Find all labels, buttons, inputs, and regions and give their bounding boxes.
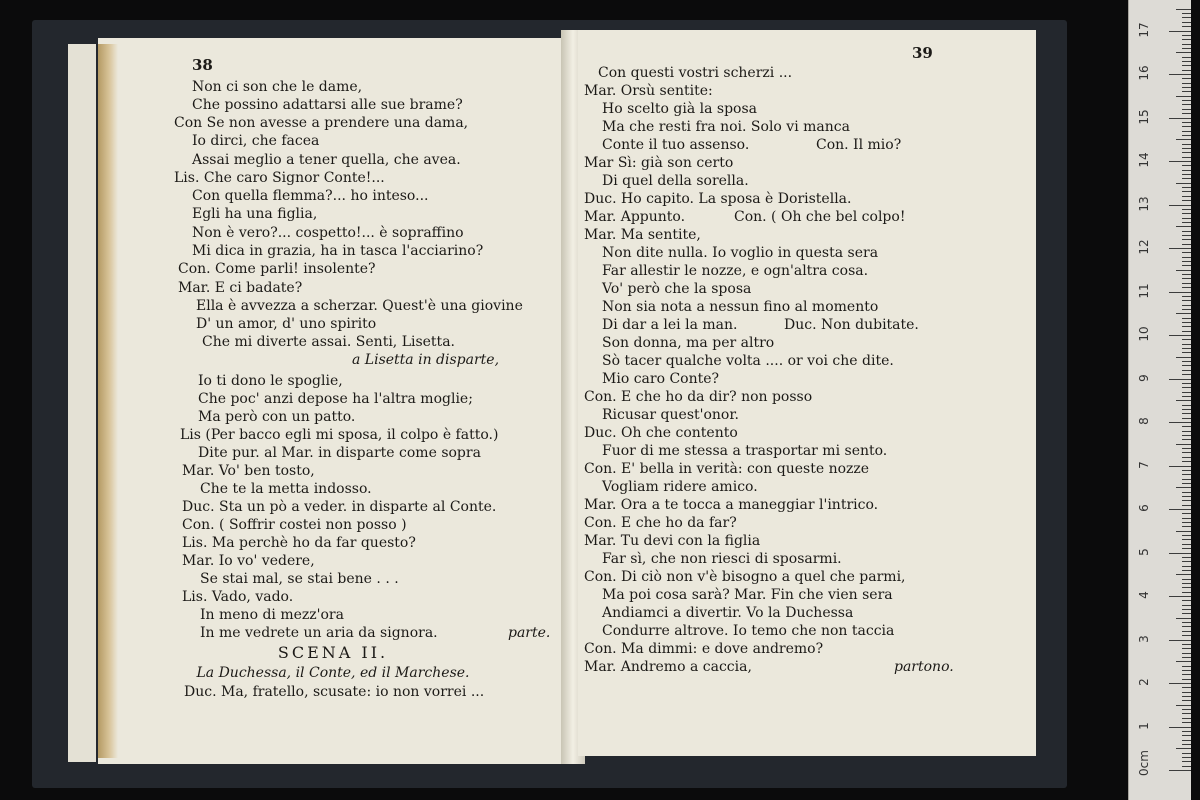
ruler-tick	[1182, 13, 1191, 14]
text-line: Ma però con un patto.	[198, 409, 356, 425]
ruler-tick	[1182, 144, 1191, 145]
ruler-tick	[1176, 226, 1191, 227]
ruler-tick	[1182, 100, 1191, 101]
text-line: Lis. Vado, vado.	[182, 589, 294, 605]
ruler-tick	[1182, 126, 1191, 127]
ruler-tick	[1182, 257, 1191, 258]
text-line: Che mi diverte assai. Senti, Lisetta.	[202, 334, 455, 350]
ruler-tick	[1182, 718, 1191, 719]
ruler-tick	[1182, 209, 1191, 210]
text-line: Con. ( Oh che bel colpo!	[734, 209, 906, 225]
ruler-tick	[1182, 278, 1191, 279]
ruler-tick	[1182, 539, 1191, 540]
ruler-tick	[1182, 505, 1191, 506]
ruler-tick	[1182, 600, 1191, 601]
ruler-tick	[1182, 57, 1191, 58]
text-line: Mar. Orsù sentite:	[584, 83, 713, 99]
ruler-tick	[1182, 483, 1191, 484]
ruler-tick	[1182, 157, 1191, 158]
ruler-tick	[1182, 500, 1191, 501]
ruler-number: 3	[1137, 634, 1151, 643]
ruler-tick	[1182, 305, 1191, 306]
ruler-tick	[1182, 178, 1191, 179]
text-line: Lis (Per bacco egli mi sposa, il colpo è fatto.)	[180, 427, 499, 443]
ruler-tick	[1182, 753, 1191, 754]
ruler-tick	[1182, 757, 1191, 758]
ruler-tick	[1182, 761, 1191, 762]
text-line: Che poc' anzi depose ha l'altra moglie;	[198, 391, 473, 407]
ruler-tick	[1182, 383, 1191, 384]
ruler-tick	[1182, 496, 1191, 497]
ruler-tick	[1182, 557, 1191, 558]
text-line: Che te la metta indosso.	[200, 481, 372, 497]
ruler-tick	[1182, 218, 1191, 219]
flyleaf	[68, 44, 96, 762]
text-line: Ma che resti fra noi. Solo vi manca	[602, 119, 850, 135]
ruler-tick	[1182, 731, 1191, 732]
ruler-tick	[1182, 644, 1191, 645]
ruler-tick	[1182, 431, 1191, 432]
ruler-tick	[1182, 522, 1191, 523]
ruler-number: 4	[1137, 591, 1151, 599]
text-line: Mar. Fin che vien sera	[734, 587, 893, 603]
ruler-tick	[1182, 696, 1191, 697]
text-line: Assai meglio a tener quella, che avea.	[192, 152, 461, 168]
ruler-tick	[1182, 187, 1191, 188]
ruler-tick	[1182, 631, 1191, 632]
text-line: Con questi vostri scherzi ...	[598, 65, 793, 81]
ruler-tick	[1182, 239, 1191, 240]
ruler-tick	[1182, 70, 1191, 71]
text-line: Con. ( Soffrir costei non posso )	[182, 517, 407, 533]
ruler-tick	[1182, 670, 1191, 671]
ruler-tick	[1182, 544, 1191, 545]
text-line: Ricusar quest'onor.	[602, 407, 739, 423]
ruler-tick	[1176, 444, 1191, 445]
text-line: Mar. Ma sentite,	[584, 227, 701, 243]
ruler-tick	[1182, 452, 1191, 453]
text-line: Far sì, che non riesci di sposarmi.	[602, 551, 842, 567]
text-line: Dite pur. al Mar. in disparte come sopra	[198, 445, 481, 461]
text-line: Vogliam ridere amico.	[602, 479, 758, 495]
right-page	[578, 30, 1036, 756]
ruler-tick	[1182, 104, 1191, 105]
ruler-number: 8	[1137, 417, 1151, 425]
ruler-tick	[1169, 640, 1191, 641]
ruler-number: 5	[1137, 547, 1151, 556]
text-line: Non dite nulla. Io voglio in questa sera	[602, 245, 879, 261]
ruler-tick	[1182, 700, 1191, 701]
ruler-tick	[1182, 374, 1191, 375]
ruler-tick	[1169, 727, 1191, 728]
text-line: Con. E che ho da dir? non posso	[584, 389, 813, 405]
ruler-tick	[1182, 365, 1191, 366]
text-line: Duc. Sta un pò a veder. in disparte al Conte.	[182, 499, 497, 515]
text-line: Che possino adattarsi alle sue brame?	[192, 97, 463, 113]
ruler-tick	[1176, 618, 1191, 619]
ruler-tick	[1182, 87, 1191, 88]
text-line: Vo' però che la sposa	[602, 281, 752, 297]
ruler-tick	[1182, 709, 1191, 710]
ruler-tick	[1182, 687, 1191, 688]
ruler-tick	[1182, 78, 1191, 79]
text-line: partono.	[894, 659, 954, 675]
ruler-tick	[1182, 613, 1191, 614]
ruler-tick	[1182, 300, 1191, 301]
ruler-number: 11	[1137, 282, 1151, 299]
text-line: Con. E' bella in verità: con queste nozze	[584, 461, 870, 477]
ruler-tick	[1182, 131, 1191, 132]
ruler-number: 14	[1137, 152, 1151, 168]
text-line: Mar. Ora a te tocca a maneggiar l'intrico.	[584, 497, 879, 513]
ruler-tick	[1182, 344, 1191, 345]
text-line: Di dar a lei la man.	[602, 317, 738, 333]
ruler-tick	[1169, 74, 1191, 75]
ruler-tick	[1182, 583, 1191, 584]
ruler-tick	[1182, 766, 1191, 767]
ruler-tick	[1182, 679, 1191, 680]
text-line: Mar. Tu devi con la figlia	[584, 533, 761, 549]
ruler-number: 10	[1137, 326, 1151, 342]
text-line: D' un amor, d' uno spirito	[196, 316, 377, 332]
ruler-tick	[1169, 509, 1191, 510]
ruler-number: 9	[1137, 373, 1151, 382]
ruler-tick	[1182, 370, 1191, 371]
ruler-tick	[1176, 270, 1191, 271]
ruler-tick	[1182, 587, 1191, 588]
ruler-tick	[1182, 674, 1191, 675]
ruler-tick	[1182, 213, 1191, 214]
text-line: Di quel della sorella.	[602, 173, 749, 189]
ruler-tick	[1182, 235, 1191, 236]
ruler-tick	[1182, 274, 1191, 275]
ruler-tick	[1169, 553, 1191, 554]
left-page	[98, 38, 568, 764]
text-line: Mar Sì: già son certo	[584, 155, 734, 171]
ruler-tick	[1182, 570, 1191, 571]
text-line: Duc. Ma, fratello, scusate: io non vorrei ...	[184, 684, 485, 700]
text-line: Con. Come parli! insolente?	[178, 261, 376, 277]
text-line: Mio caro Conte?	[602, 371, 720, 387]
ruler-tick	[1182, 39, 1191, 40]
ruler-tick	[1182, 22, 1191, 23]
text-line: In me vedrete un aria da signora.	[200, 625, 438, 641]
ruler-tick	[1182, 48, 1191, 49]
ruler-tick	[1182, 283, 1191, 284]
ruler-number: 13	[1137, 195, 1151, 212]
ruler-tick	[1182, 448, 1191, 449]
ruler-tick	[1169, 596, 1191, 597]
text-line: Egli ha una figlia,	[192, 206, 318, 222]
ruler-tick	[1176, 183, 1191, 184]
ruler-tick	[1182, 548, 1191, 549]
ruler-tick	[1182, 526, 1191, 527]
ruler-tick	[1182, 626, 1191, 627]
ruler-tick	[1176, 357, 1191, 358]
ruler-tick	[1169, 335, 1191, 336]
ruler-tick	[1169, 161, 1191, 162]
ruler-tick	[1182, 35, 1191, 36]
ruler-tick	[1176, 139, 1191, 140]
text-line: Ma poi cosa sarà?	[602, 587, 730, 603]
ruler-tick	[1182, 470, 1191, 471]
ruler-tick	[1169, 248, 1191, 249]
ruler-number: 12	[1137, 239, 1151, 255]
ruler-tick	[1182, 744, 1191, 745]
ruler-tick	[1176, 748, 1191, 749]
ruler-number: 15	[1137, 108, 1151, 125]
text-line: Lis. Ma perchè ho da far questo?	[182, 535, 416, 551]
text-line: Lis. Che caro Signor Conte!...	[174, 170, 385, 186]
text-line: Ella è avvezza a scherzar. Quest'è una giovine	[196, 298, 523, 314]
ruler-tick	[1182, 513, 1191, 514]
ruler-tick	[1182, 461, 1191, 462]
ruler-tick	[1176, 9, 1191, 10]
text-line: Con. Il mio?	[816, 137, 902, 153]
ruler-tick	[1182, 535, 1191, 536]
ruler-tick	[1169, 31, 1191, 32]
ruler-tick	[1182, 196, 1191, 197]
ruler-tick	[1182, 426, 1191, 427]
ruler-tick	[1182, 605, 1191, 606]
ruler-tick	[1182, 326, 1191, 327]
text-line: Mi dica in grazia, ha in tasca l'acciarino?	[192, 243, 484, 259]
text-line: Se stai mal, se stai bene . . .	[200, 571, 399, 587]
ruler-tick	[1182, 61, 1191, 62]
page-number-right: 39	[912, 44, 933, 62]
text-line: Non ci son che le dame,	[192, 79, 363, 95]
ruler-tick	[1182, 653, 1191, 654]
text-line: Fuor di me stessa a trasportar mi sento.	[602, 443, 888, 459]
ruler-tick	[1182, 566, 1191, 567]
ruler-tick	[1182, 622, 1191, 623]
text-line: Io dirci, che facea	[192, 133, 320, 149]
ruler-tick	[1182, 17, 1191, 18]
ruler-tick	[1182, 222, 1191, 223]
ruler-tick	[1182, 361, 1191, 362]
ruler-tick	[1182, 592, 1191, 593]
ruler-number: 6	[1137, 504, 1151, 512]
text-line: Conte il tuo assenso.	[602, 137, 750, 153]
page-number-left: 38	[192, 56, 213, 74]
text-line: a Lisetta in disparte,	[352, 352, 500, 368]
ruler-tick	[1182, 692, 1191, 693]
ruler-tick	[1176, 487, 1191, 488]
text-line: Condurre altrove. Io temo che non taccia	[602, 623, 895, 639]
ruler-tick	[1182, 439, 1191, 440]
ruler-tick	[1182, 109, 1191, 110]
ruler-tick	[1182, 200, 1191, 201]
ruler-tick	[1182, 148, 1191, 149]
ruler-tick	[1182, 165, 1191, 166]
ruler-tick	[1182, 396, 1191, 397]
ruler-tick	[1182, 479, 1191, 480]
text-line: Con. Ma dimmi: e dove andremo?	[584, 641, 824, 657]
text-line: Non è vero?... cospetto!... è sopraffino	[192, 225, 464, 241]
ruler-number: 2	[1137, 678, 1151, 686]
ruler-tick	[1169, 292, 1191, 293]
ruler-tick	[1169, 118, 1191, 119]
ruler-tick	[1182, 152, 1191, 153]
ruler-tick	[1182, 113, 1191, 114]
ruler-tick	[1169, 422, 1191, 423]
text-line: Non sia nota a nessun fino al momento	[602, 299, 879, 315]
text-line: Duc. Oh che contento	[584, 425, 738, 441]
ruler-tick	[1182, 457, 1191, 458]
ruler-tick	[1182, 174, 1191, 175]
ruler-tick	[1182, 405, 1191, 406]
text-line: Far allestir le nozze, e ogn'altra cosa.	[602, 263, 869, 279]
ruler-number: 7	[1137, 460, 1151, 469]
ruler-tick	[1176, 313, 1191, 314]
ruler-tick	[1169, 683, 1191, 684]
ruler-tick	[1182, 713, 1191, 714]
ruler-tick	[1182, 91, 1191, 92]
ruler-tick	[1182, 322, 1191, 323]
ruler-tick	[1182, 26, 1191, 27]
text-line: Con. E che ho da far?	[584, 515, 737, 531]
text-line: Andiamci a divertir. Vo la Duchessa	[602, 605, 854, 621]
ruler-tick	[1182, 287, 1191, 288]
ruler-tick	[1182, 518, 1191, 519]
ruler-tick	[1176, 52, 1191, 53]
ruler-tick	[1182, 231, 1191, 232]
text-line: Mar. Andremo a caccia,	[584, 659, 752, 675]
ruler-tick	[1182, 331, 1191, 332]
text-line: Sò tacer qualche volta .... or voi che dite.	[602, 353, 894, 369]
ruler-tick	[1169, 205, 1191, 206]
ruler-number: 17	[1137, 21, 1151, 38]
ruler-tick	[1182, 135, 1191, 136]
ruler-tick	[1182, 191, 1191, 192]
text-line: Duc. Non dubitate.	[784, 317, 919, 333]
ruler-tick	[1182, 609, 1191, 610]
ruler-number: 16	[1137, 65, 1151, 81]
ruler-tick	[1182, 561, 1191, 562]
ruler-tick	[1182, 170, 1191, 171]
ruler-tick	[1182, 418, 1191, 419]
text-line: Duc. Ho capito. La sposa è Doristella.	[584, 191, 852, 207]
text-line: SCENA II.	[277, 643, 389, 662]
ruler-tick	[1182, 348, 1191, 349]
ruler-tick	[1182, 635, 1191, 636]
text-line: Ho scelto già la sposa	[602, 101, 757, 117]
ruler-tick	[1182, 722, 1191, 723]
ruler-tick	[1182, 318, 1191, 319]
text-line: Con Se non avesse a prendere una dama,	[174, 115, 469, 131]
text-line: parte.	[508, 625, 551, 641]
ruler-tick	[1182, 474, 1191, 475]
ruler-tick	[1169, 379, 1191, 380]
ruler-tick	[1182, 435, 1191, 436]
ruler-tick	[1182, 252, 1191, 253]
ruler-tick	[1182, 296, 1191, 297]
text-line: Son donna, ma per altro	[602, 335, 775, 351]
ruler-tick	[1182, 657, 1191, 658]
ruler-tick	[1176, 531, 1191, 532]
text-line: In meno di mezz'ora	[200, 607, 344, 623]
ruler-tick	[1182, 392, 1191, 393]
ruler-unit-label: 0cm	[1137, 750, 1151, 776]
ruler-tick	[1176, 400, 1191, 401]
text-line: Mar. Appunto.	[584, 209, 686, 225]
ruler-tick	[1182, 492, 1191, 493]
ruler-tick	[1176, 705, 1191, 706]
ruler-tick	[1182, 735, 1191, 736]
ruler-tick	[1182, 648, 1191, 649]
ruler-tick	[1182, 261, 1191, 262]
ruler-tick	[1182, 579, 1191, 580]
text-line: La Duchessa, il Conte, ed il Marchese.	[196, 665, 470, 681]
text-line: Mar. E ci badate?	[178, 280, 303, 296]
ruler-tick	[1176, 96, 1191, 97]
ruler-tick	[1176, 574, 1191, 575]
ruler-tick	[1182, 44, 1191, 45]
ruler-tick	[1176, 661, 1191, 662]
ruler-tick	[1182, 409, 1191, 410]
ruler-tick	[1182, 387, 1191, 388]
ruler-tick	[1182, 309, 1191, 310]
ruler-tick	[1182, 339, 1191, 340]
text-line: Con quella flemma?... ho inteso...	[192, 188, 429, 204]
text-line: Io ti dono le spoglie,	[198, 373, 343, 389]
ruler-tick	[1169, 466, 1191, 467]
text-line: Mar. Vo' ben tosto,	[182, 463, 315, 479]
ruler-tick	[1182, 65, 1191, 66]
ruler-tick	[1182, 352, 1191, 353]
ruler-tick	[1182, 666, 1191, 667]
ruler-tick	[1182, 83, 1191, 84]
measuring-ruler	[1128, 0, 1191, 800]
ruler-tick	[1182, 244, 1191, 245]
ruler-number: 1	[1137, 721, 1151, 730]
text-line: Mar. Io vo' vedere,	[182, 553, 315, 569]
ruler-tick	[1182, 413, 1191, 414]
ruler-tick	[1182, 122, 1191, 123]
ruler-tick	[1182, 265, 1191, 266]
ruler-tick	[1169, 770, 1191, 771]
text-line: Con. Di ciò non v'è bisogno a quel che parmi,	[584, 569, 906, 585]
ruler-tick	[1182, 740, 1191, 741]
